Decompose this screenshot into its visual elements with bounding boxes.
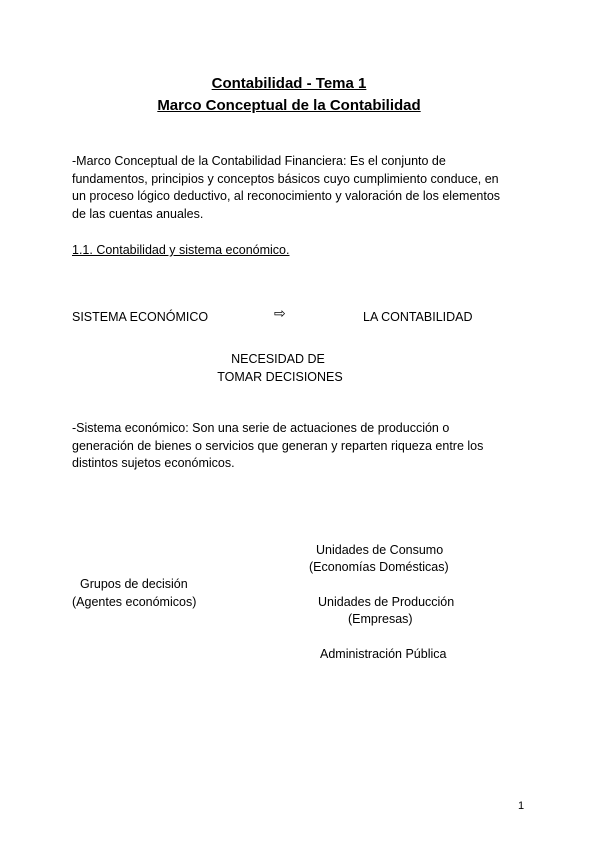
system-line: generación de bienes o servicios que generan y reparten riqueza entre los <box>72 438 484 453</box>
document-title: Contabilidad - Tema 1 <box>211 75 367 92</box>
domestic-economies: (Economías Domésticas) <box>309 560 449 574</box>
intro-paragraph <box>72 153 532 224</box>
consumption-units: Unidades de Consumo <box>316 543 444 557</box>
diagram-economic-system: SISTEMA ECONÓMICO <box>72 310 209 324</box>
economic-system-paragraph <box>72 420 532 473</box>
diagram-need-line1: NECESIDAD DE <box>231 352 325 366</box>
system-line: distintos sujetos económicos. <box>72 456 235 471</box>
diagram-need-line2: TOMAR DECISIONES <box>217 370 343 384</box>
right-arrow-icon: ⇨ <box>274 305 286 321</box>
decision-groups: Grupos de decisión <box>80 577 188 591</box>
system-line: -Sistema económico: Son una serie de actuaciones de producción o <box>72 421 450 435</box>
intro-line: fundamentos, principios y conceptos básicos cuyo cumplimiento conduce, en <box>72 171 499 186</box>
intro-line: un proceso lógico deductivo, al reconocimiento y valoración de los elementos <box>72 189 501 204</box>
economic-agents: (Agentes económicos) <box>72 595 197 609</box>
diagram-accounting: LA CONTABILIDAD <box>363 310 473 324</box>
page-number: 1 <box>518 800 525 812</box>
public-administration: Administración Pública <box>320 647 447 661</box>
companies: (Empresas) <box>348 612 413 626</box>
document-subtitle: Marco Conceptual de la Contabilidad <box>157 97 421 114</box>
intro-line: de las cuentas anuales. <box>72 207 204 222</box>
section-heading: 1.1. Contabilidad y sistema económico. <box>72 243 290 257</box>
production-units: Unidades de Producción <box>318 595 455 609</box>
intro-line: -Marco Conceptual de la Contabilidad Financiera: Es el conjunto de <box>72 154 446 168</box>
